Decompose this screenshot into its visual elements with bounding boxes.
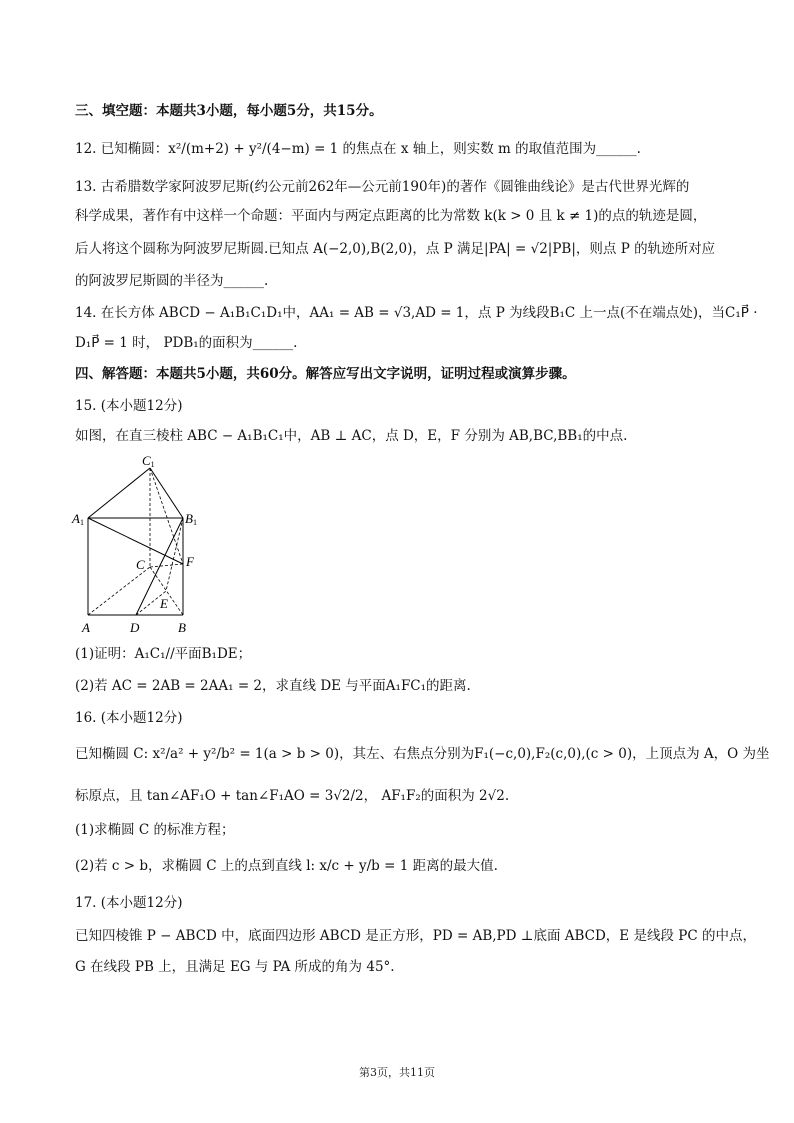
label-C1: C1 — [142, 453, 155, 469]
edge-B1-E — [166, 518, 183, 591]
line-q15-title: 15. (本小题12分) — [75, 398, 183, 414]
edge-C1-F — [150, 468, 183, 564]
line-q13-b: 科学成果，著作有中这样一个命题：平面内与两定点距离的比为常数 k(k > 0 且 k ≠ 1)的点的轨迹是圆， — [75, 208, 707, 224]
line-q13-d: 的阿波罗尼斯圆的半径为______. — [75, 273, 269, 289]
line-q17-text-a: 已知四棱锥 P − ABCD 中，底面四边形 ABCD 是正方形，PD = AB,PD ⊥底面 ABCD，E 是线段 PC 的中点， — [75, 928, 756, 944]
line-q17-title: 17. (本小题12分) — [75, 895, 183, 911]
line-q16-part1: (1)求椭圆 C 的标准方程； — [75, 822, 235, 838]
label-A1: A1 — [72, 511, 84, 527]
line-q16-title: 16. (本小题12分) — [75, 710, 183, 726]
line-q16-text-a: 已知椭圆 C: x²/a² + y²/b² = 1(a > b > 0)，其左、右焦点分别为F₁(−c,0),F₂(c,0),(c > 0)，上顶点为 A，O 为坐 — [75, 746, 770, 762]
label-B: B — [178, 620, 186, 635]
line-q13-a: 13. 古希腊数学家阿波罗尼斯(约公元前262年—公元前190年)的著作《圆锥曲线论》是古代世界光辉的 — [75, 179, 690, 195]
line-q16-part2: (2)若 c > b，求椭圆 C 上的点到直线 l: x/c + y/b = 1 距离的最大值. — [75, 858, 498, 874]
line-section-4-header: 四、解答题：本题共5小题，共60分。解答应写出文字说明，证明过程或演算步骤。 — [75, 366, 576, 382]
line-q15-text: 如图，在直三棱柱 ABC − A₁B₁C₁中，AB ⊥ AC，点 D，E，F 分别为 AB,BC,BB₁的中点. — [75, 428, 628, 444]
label-F: F — [186, 554, 194, 569]
page-footer: 第3页，共11页 — [359, 1066, 435, 1079]
edge-C1-B1 — [150, 468, 183, 518]
label-C: C — [136, 557, 145, 572]
line-q16-text-b: 标原点，且 tan∠AF₁O + tan∠F₁AO = 3√2/2， AF₁F₂的面积为 2√2. — [75, 788, 510, 804]
label-E: E — [160, 596, 168, 611]
line-q12: 12. 已知椭圆：x²/(m+2) + y²/(4−m) = 1 的焦点在 x 轴上，则实数 m 的取值范围为______. — [75, 141, 641, 157]
line-q15-part1: (1)证明：A₁C₁//平面B₁DE； — [75, 646, 252, 662]
edge-A-C — [88, 567, 150, 615]
edge-C-F — [150, 564, 183, 567]
label-A: A — [82, 620, 90, 635]
line-section-3-header: 三、填空题：本题共3小题，每小题5分，共15分。 — [75, 103, 383, 119]
edge-A1-C1 — [88, 468, 150, 518]
prism-figure — [70, 452, 210, 642]
line-q14-a: 14. 在长方体 ABCD − A₁B₁C₁D₁中，AA₁ = AB = √3,AD = 1，点 P 为线段B₁C 上一点(不在端点处)，当C₁P⃗ · — [75, 305, 758, 321]
line-q15-part2: (2)若 AC = 2AB = 2AA₁ = 2，求直线 DE 与平面A₁FC₁的距离. — [75, 678, 471, 694]
label-B1: B1 — [185, 511, 197, 527]
label-D: D — [130, 620, 140, 635]
line-q17-text-b: G 在线段 PB 上，且满足 EG 与 PA 所成的角为 45°. — [75, 959, 395, 975]
line-q13-c: 后人将这个圆称为阿波罗尼斯圆.已知点 A(−2,0),B(2,0)，点 P 满足|PA| = √2|PB|，则点 P 的轨迹所对应 — [75, 241, 716, 257]
line-q14-b: D₁P⃗ = 1 时， PDB₁的面积为______. — [75, 335, 298, 351]
